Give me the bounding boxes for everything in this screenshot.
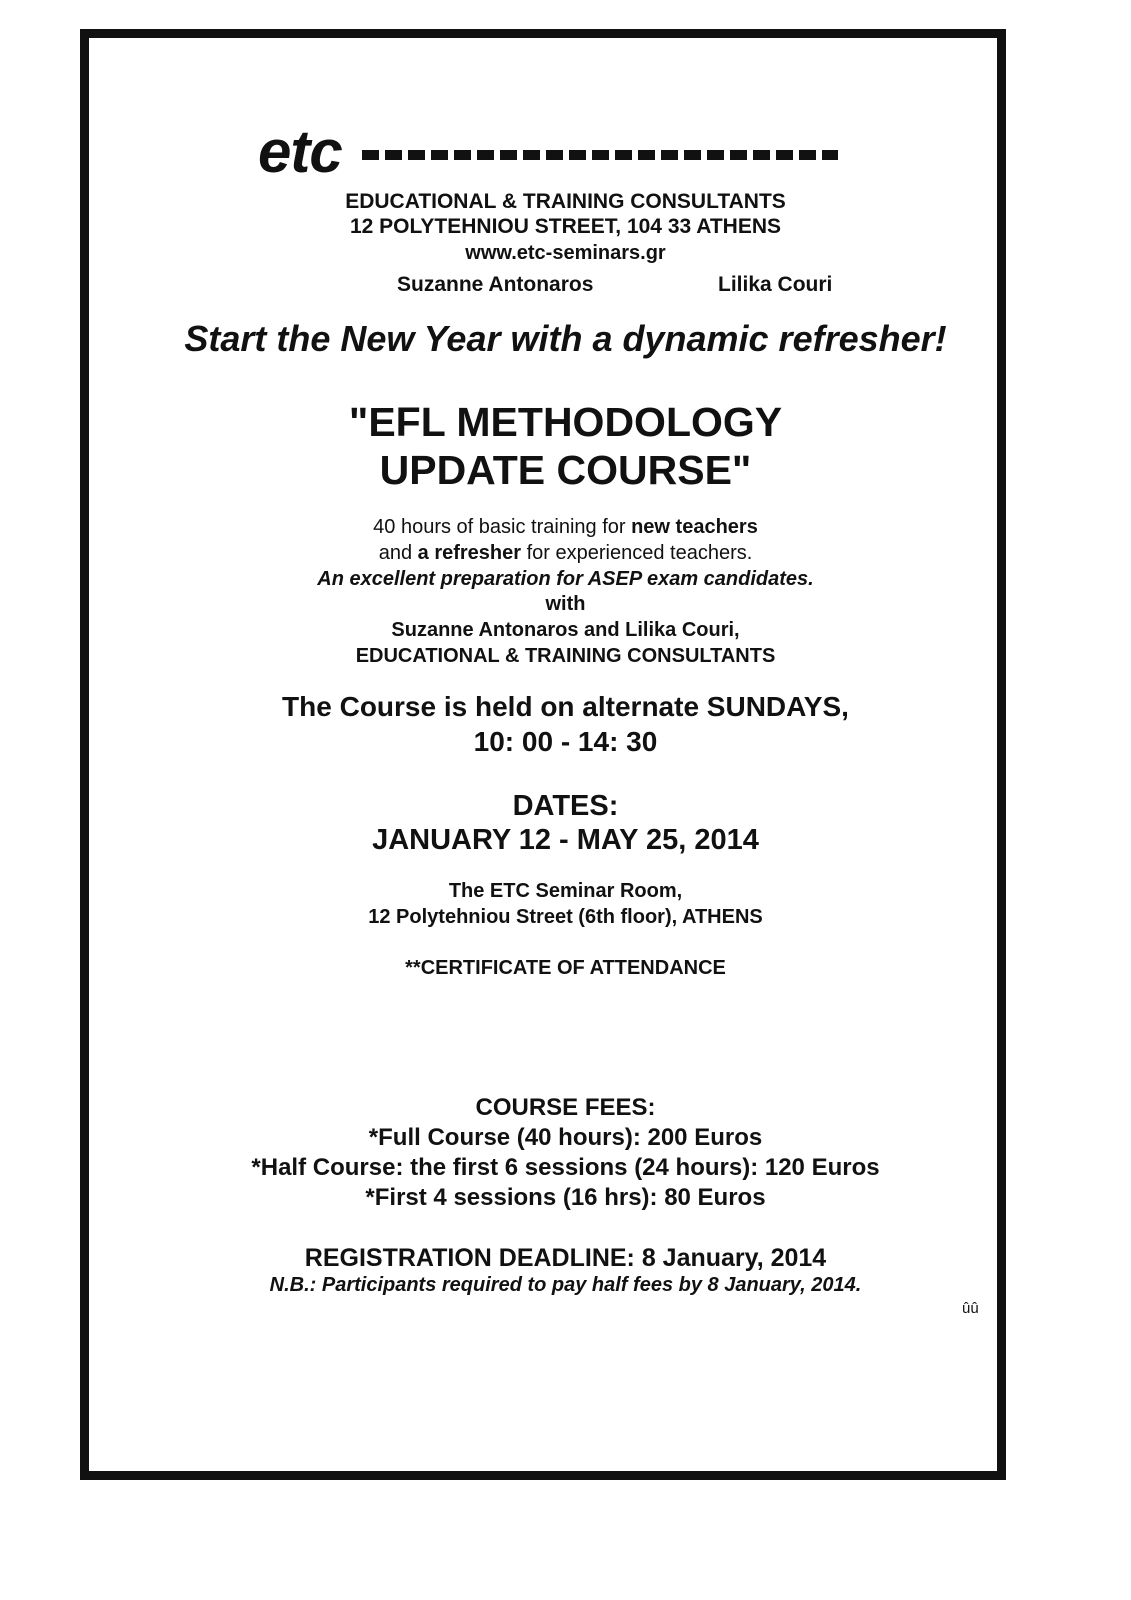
logo-dash-rule bbox=[362, 150, 838, 160]
description-line-2 bbox=[0, 540, 1131, 566]
fees-item: *First 4 sessions (16 hrs): 80 Euros bbox=[365, 1184, 766, 1211]
presenter-name-1: Suzanne Antonaros bbox=[397, 273, 594, 296]
description-line-3: An excellent preparation for ASEP exam candidates. bbox=[317, 568, 814, 590]
venue-line-1: The ETC Seminar Room, bbox=[448, 880, 683, 902]
description-emphasis: new teachers bbox=[631, 516, 758, 538]
schedule-time: 10: 00 - 14: 30 bbox=[473, 726, 658, 757]
schedule-line-1: The Course is held on alternate SUNDAYS, bbox=[282, 691, 849, 722]
dates-value: JANUARY 12 - MAY 25, 2014 bbox=[372, 824, 759, 856]
registration-deadline: REGISTRATION DEADLINE: 8 January, 2014 bbox=[304, 1244, 827, 1272]
fees-item: *Half Course: the first 6 sessions (24 hours): 120 Euros bbox=[251, 1154, 880, 1181]
dates-label: DATES: bbox=[512, 790, 619, 822]
description-emphasis: a refresher bbox=[417, 542, 522, 564]
organization-website[interactable]: www.etc-seminars.gr bbox=[465, 242, 666, 264]
etc-logo: etc bbox=[258, 118, 342, 185]
fees-item: *Full Course (40 hours): 200 Euros bbox=[368, 1124, 763, 1151]
tagline: Start the New Year with a dynamic refresher! bbox=[184, 318, 947, 359]
venue-line-2: 12 Polytehniou Street (6th floor), ATHENS bbox=[368, 906, 763, 928]
description-text: and bbox=[378, 542, 418, 564]
organization-name: EDUCATIONAL & TRAINING CONSULTANTS bbox=[345, 190, 786, 213]
organization-address: 12 POLYTEHNIOU STREET, 104 33 ATHENS bbox=[349, 215, 782, 238]
stray-glyphs: ûû bbox=[962, 1300, 979, 1317]
certificate-note: **CERTIFICATE OF ATTENDANCE bbox=[405, 957, 726, 979]
presenter-name-2: Lilika Couri bbox=[718, 273, 833, 296]
fees-label: COURSE FEES: bbox=[475, 1094, 656, 1121]
course-title-line-1: "EFL METHODOLOGY bbox=[348, 399, 783, 445]
description-text: for experienced teachers. bbox=[521, 542, 753, 564]
description-line-1 bbox=[0, 514, 1131, 540]
description-line-4: with bbox=[545, 593, 586, 615]
description-line-6: EDUCATIONAL & TRAINING CONSULTANTS bbox=[355, 645, 776, 667]
course-title-line-2: UPDATE COURSE" bbox=[379, 447, 752, 493]
description-line-5: Suzanne Antonaros and Lilika Couri, bbox=[391, 619, 740, 641]
payment-note: N.B.: Participants required to pay half fees by 8 January, 2014. bbox=[269, 1274, 862, 1296]
description-text: 40 hours of basic training for bbox=[373, 516, 632, 538]
